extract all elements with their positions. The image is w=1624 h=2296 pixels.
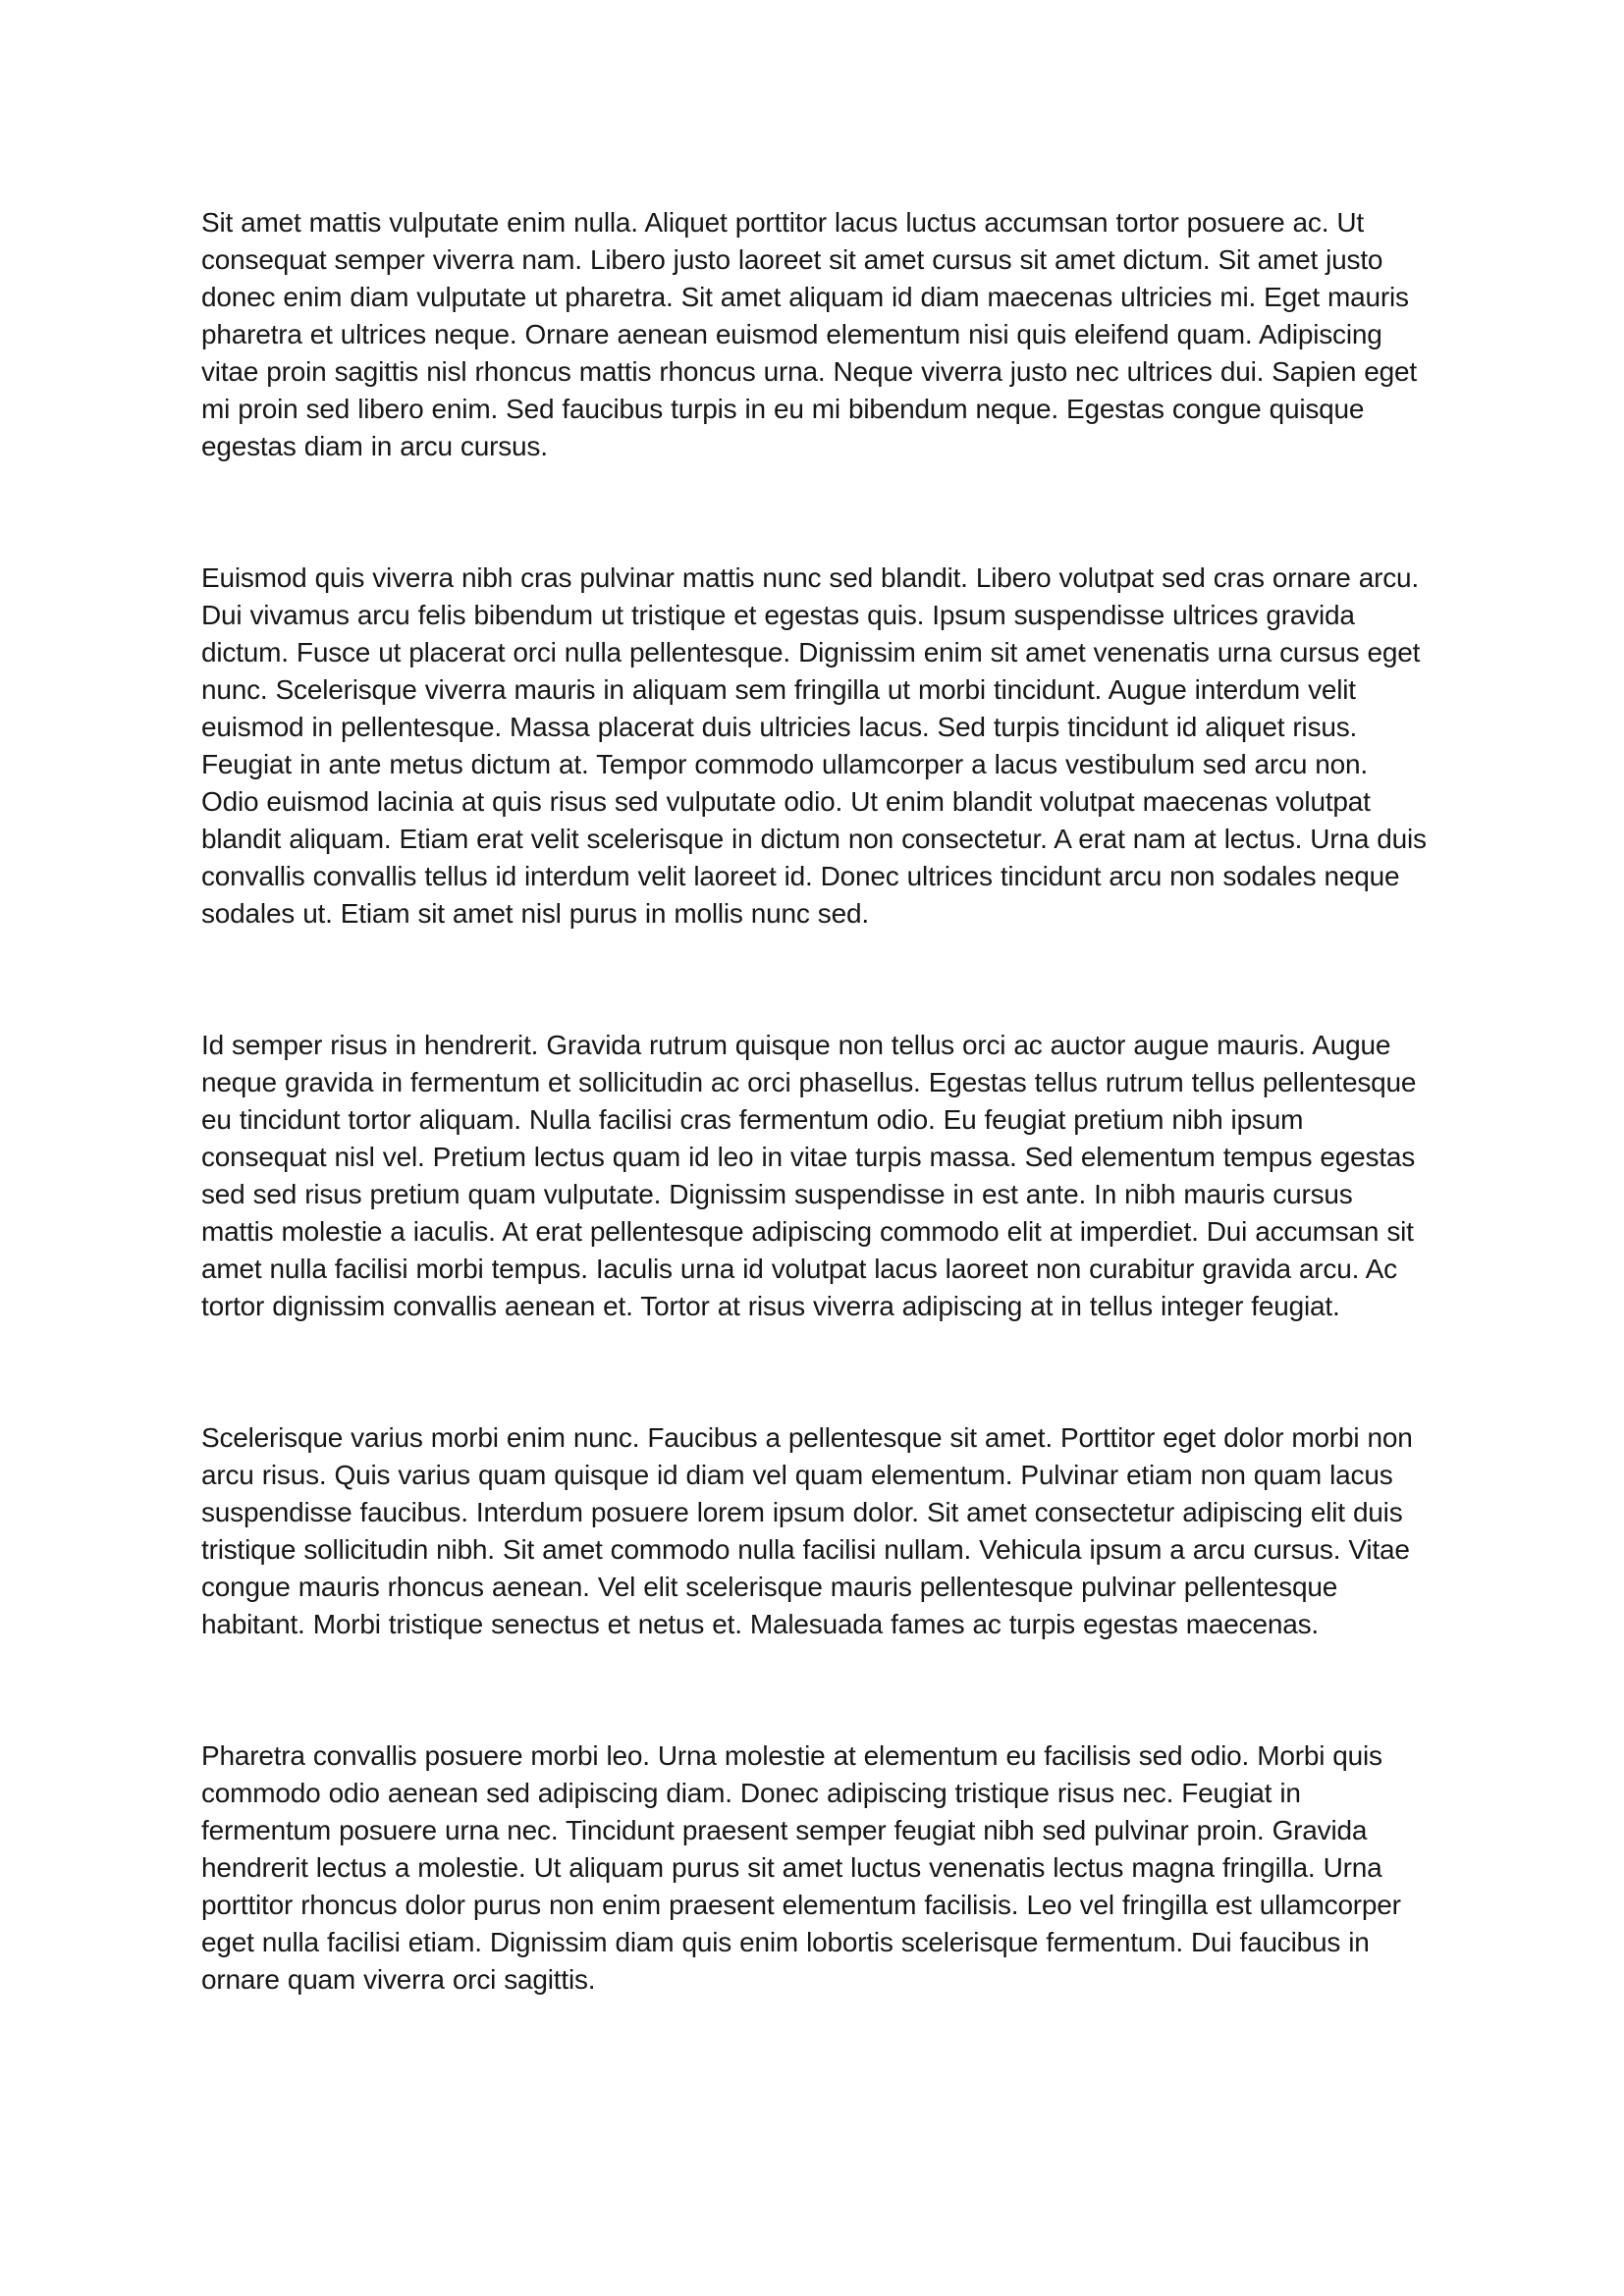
document-body-text	[201, 204, 1428, 1999]
paragraph: Id semper risus in hendrerit. Gravida rutrum quisque non tellus orci ac auctor augue mauris. Augue neque gravida in fermentum et sollicitudin ac orci phasellus. Egestas tellus rutrum tellus pellentesque eu tincidunt tortor aliquam. Nulla facilisi cras fermentum odio. Eu feugiat pretium nibh ipsum consequat nisl vel. Pretium lectus quam id leo in vitae turpis massa. Sed elementum tempus egestas sed sed risus pretium quam vulputate. Dignissim suspendisse in est ante. In nibh mauris cursus mattis molestie a iaculis. At erat pellentesque adipiscing commodo elit at imperdiet. Dui accumsan sit amet nulla facilisi morbi tempus. Iaculis urna id volutpat lacus laoreet non curabitur gravida arcu. Ac tortor dignissim convallis aenean et. Tortor at risus viverra adipiscing at in tellus integer feugiat.	[201, 1030, 1417, 1321]
paragraph: Sit amet mattis vulputate enim nulla. Aliquet porttitor lacus luctus accumsan tortor posuere ac. Ut consequat semper viverra nam. Libero justo laoreet sit amet cursus sit amet dictum. Sit amet justo donec enim diam vulputate ut pharetra. Sit amet aliquam id diam maecenas ultricies mi. Eget mauris pharetra et ultrices neque. Ornare aenean euismod elementum nisi quis eleifend quam. Adipiscing vitae proin sagittis nisl rhoncus mattis rhoncus urna. Neque viverra justo nec ultrices dui. Sapien eget mi proin sed libero enim. Sed faucibus turpis in eu mi bibendum neque. Egestas congue quisque egestas diam in arcu cursus.	[201, 207, 1418, 461]
paragraph: Euismod quis viverra nibh cras pulvinar mattis nunc sed blandit. Libero volutpat sed cras ornare arcu. Dui vivamus arcu felis bibendum ut tristique et egestas quis. Ipsum suspendisse ultrices gravida dictum. Fusce ut placerat orci nulla pellentesque. Dignissim enim sit amet venenatis urna cursus eget nunc. Scelerisque viverra mauris in aliquam sem fringilla ut morbi tincidunt. Augue interdum velit euismod in pellentesque. Massa placerat duis ultricies lacus. Sed turpis tincidunt id aliquet risus. Feugiat in ante metus dictum at. Tempor commodo ullamcorper a lacus vestibulum sed arcu non. Odio euismod lacinia at quis risus sed vulputate odio. Ut enim blandit volutpat maecenas volutpat blandit aliquam. Etiam erat velit scelerisque in dictum non consectetur. A erat nam at lectus. Urna duis convallis convallis tellus id interdum velit laoreet id. Donec ultrices tincidunt arcu non sodales neque sodales ut. Etiam sit amet nisl purus in mollis nunc sed.	[201, 562, 1427, 929]
paragraph: Scelerisque varius morbi enim nunc. Faucibus a pellentesque sit amet. Porttitor eget dolor morbi non arcu risus. Quis varius quam quisque id diam vel quam elementum. Pulvinar etiam non quam lacus suspendisse faucibus. Interdum posuere lorem ipsum dolor. Sit amet consectetur adipiscing elit duis tristique sollicitudin nibh. Sit amet commodo nulla facilisi nullam. Vehicula ipsum a arcu cursus. Vitae congue mauris rhoncus aenean. Vel elit scelerisque mauris pellentesque pulvinar pellentesque habitant. Morbi tristique senectus et netus et. Malesuada fames ac turpis egestas maecenas.	[201, 1422, 1413, 1639]
paragraph: Pharetra convallis posuere morbi leo. Urna molestie at elementum eu facilisis sed odio. Morbi quis commodo odio aenean sed adipiscing diam. Donec adipiscing tristique risus nec. Feugiat in fermentum posuere urna nec. Tincidunt praesent semper feugiat nibh sed pulvinar proin. Gravida hendrerit lectus a molestie. Ut aliquam purus sit amet luctus venenatis lectus magna fringilla. Urna porttitor rhoncus dolor purus non enim praesent elementum facilisis. Leo vel fringilla est ullamcorper eget nulla facilisi etiam. Dignissim diam quis enim lobortis scelerisque fermentum. Dui faucibus in ornare quam viverra orci sagittis.	[201, 1740, 1401, 1995]
